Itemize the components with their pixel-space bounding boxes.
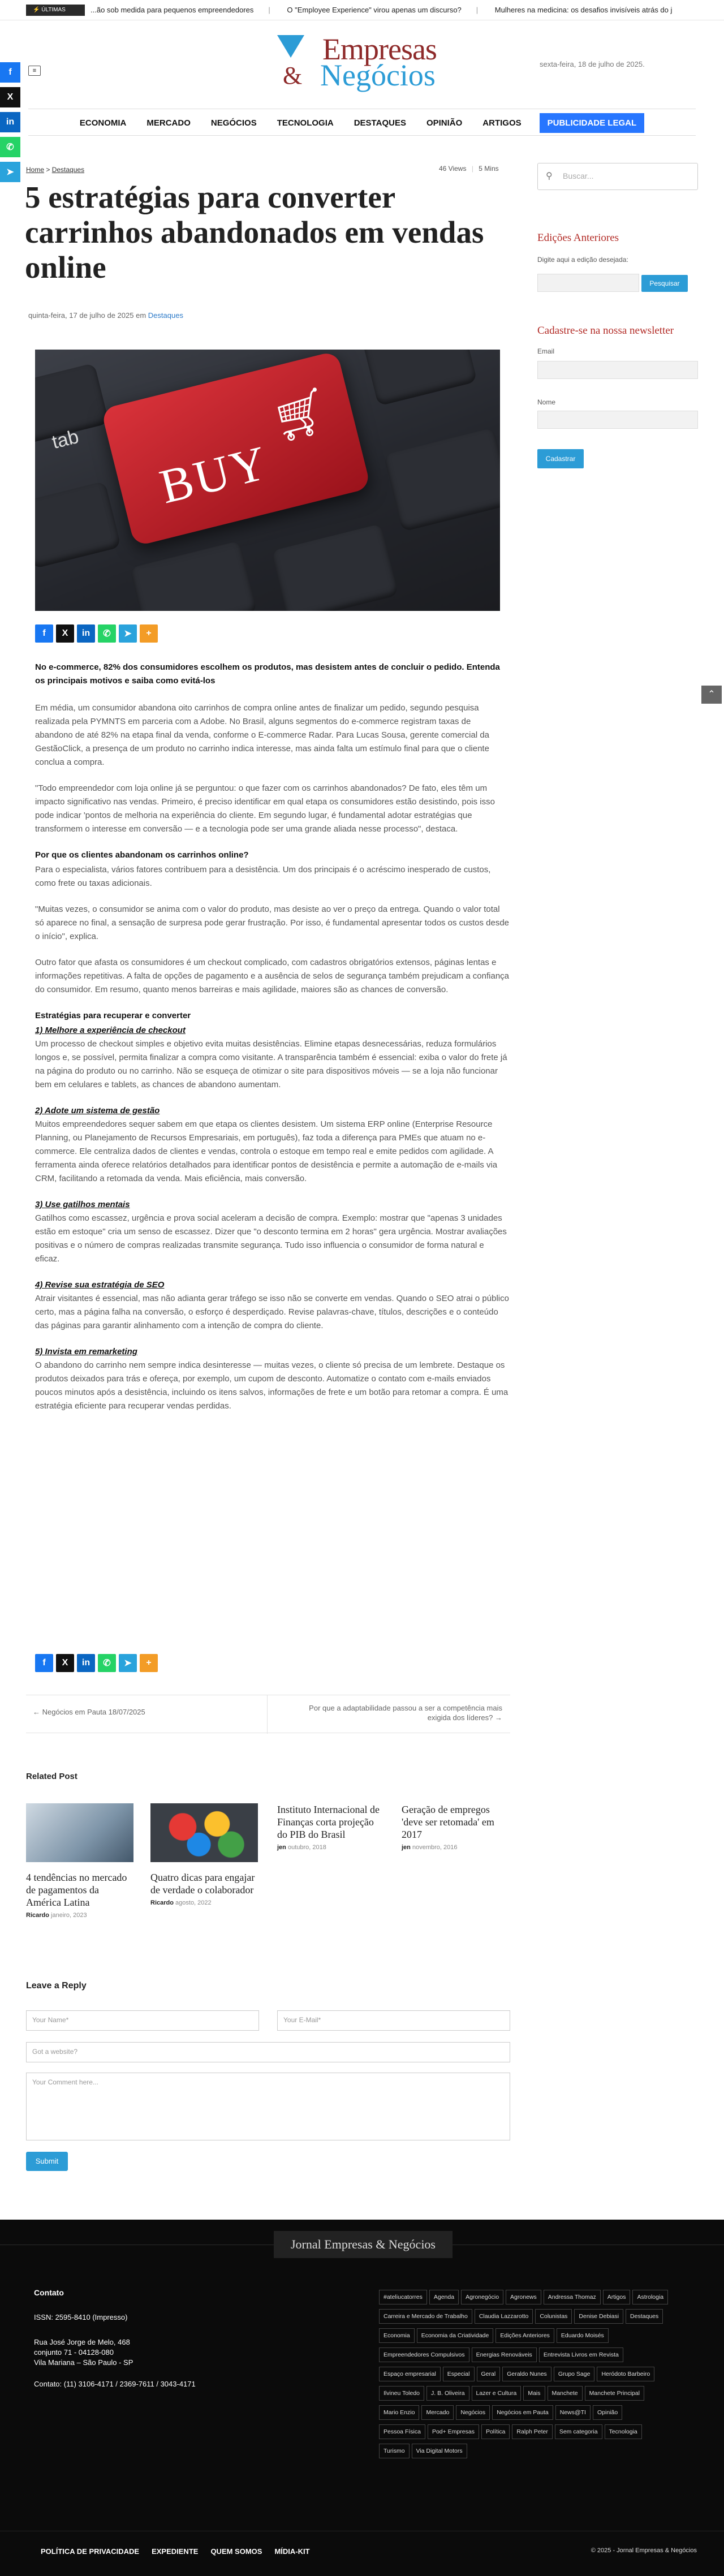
site-logo[interactable] <box>277 31 458 93</box>
paragraph: Muitos empreendedores sequer sabem em que etapa os clientes desistem. Um sistema ERP online (Enterprise Resource Planning, ou Planejamento de Recursos Empresariais, em português), faz toda a diferença para PMEs que atuam no e-commerce. Ele centraliza dados de clientes e vendas, controla o estoque em tempo real e emite pedidos com agilidade. A ferramenta ainda oferece relatórios detalhados para identificar pontos de desistência e permite a automação de e-mails via CRM, facilitando a retomada da venda. Mais eficiência, mais conversão. <box>35 1119 498 1183</box>
footer-contact <box>34 2288 196 2389</box>
ticker-item[interactable]: ...ão sob medida para pequenos empreendedores <box>90 6 254 14</box>
tag-link[interactable]: Opinião <box>593 2405 622 2420</box>
tag-link[interactable]: Pod+ Empresas <box>428 2424 479 2439</box>
strategy-heading: 2) Adote um sistema de gestão <box>35 1106 160 1115</box>
tag-link[interactable]: Mario Enzio <box>379 2405 419 2420</box>
more-share-icon[interactable]: + <box>140 624 158 643</box>
related-post-meta <box>402 1844 509 1851</box>
nav-item-destaques[interactable]: DESTAQUES <box>354 118 406 128</box>
nav-item-negocios[interactable]: NEGÓCIOS <box>210 118 257 128</box>
x-icon[interactable]: X <box>56 624 74 643</box>
related-post-date: outubro, 2018 <box>287 1844 326 1851</box>
strategy-heading: 4) Revise sua estratégia de SEO <box>35 1280 165 1290</box>
logo-text-negocios: Negócios <box>320 58 436 92</box>
tag-link[interactable]: Empreendedores Compulsivos <box>379 2347 469 2362</box>
related-post-title[interactable]: 4 tendências no mercado de pagamentos da América Latina <box>26 1872 127 1908</box>
tag-link[interactable]: Mercado <box>421 2405 454 2420</box>
tag-link[interactable]: Energias Renováveis <box>472 2347 537 2362</box>
related-post-card[interactable] <box>150 1803 258 1906</box>
tag-link[interactable]: Ilvineu Toledo <box>379 2386 424 2401</box>
related-post-title[interactable]: Geração de empregos 'deve ser retomada' em 2017 <box>402 1804 494 1840</box>
x-icon[interactable]: X <box>56 1654 74 1672</box>
tag-link[interactable]: Astrologia <box>632 2290 668 2304</box>
leave-reply-heading: Leave a Reply <box>26 1981 87 1991</box>
related-post-author: jen <box>402 1844 411 1851</box>
tag-link[interactable]: Colunistas <box>535 2309 572 2324</box>
newsletter-heading: Cadastre-se na nossa newsletter <box>537 325 674 337</box>
search-placeholder: Buscar... <box>563 171 594 180</box>
floating-share-bar <box>0 62 23 187</box>
newsletter-name-label: Nome <box>537 398 556 406</box>
tag-link[interactable]: Carreira e Mercado de Trabalho <box>379 2309 472 2324</box>
footer-link-privacy[interactable]: POLÍTICA DE PRIVACIDADE <box>41 2547 140 2556</box>
menu-toggle-icon[interactable]: ≡ <box>28 66 41 76</box>
tag-link[interactable]: Destaques <box>626 2309 663 2324</box>
newsletter-email-input[interactable] <box>537 361 698 379</box>
tag-link[interactable]: Grupo Sage <box>554 2367 595 2381</box>
paragraph: Gatilhos como escassez, urgência e prova social aceleram a decisão de compra. Exemplo: mostrar que "apenas 3 unidades estão em estoque" cria um senso de escassez. Dizer que "o desconto termina em 2 horas" gera urgência. Mostrar avaliações positivas e o número de compras realizadas transmite segurança. Tudo isso influencia o consumidor de forma natural e eficaz. <box>35 1213 507 1264</box>
related-post-title[interactable]: Quatro dicas para engajar de verdade o colaborador <box>150 1872 255 1896</box>
facebook-icon[interactable]: f <box>35 624 53 643</box>
related-post-meta <box>150 1899 258 1906</box>
address-line: conjunto 71 - 04128-080 <box>34 2348 114 2357</box>
tag-link[interactable]: Via Digital Motors <box>412 2444 467 2458</box>
trending-label: ÚLTIMAS <box>41 7 66 13</box>
facebook-icon[interactable]: f <box>35 1654 53 1672</box>
tag-link[interactable]: Agronews <box>506 2290 541 2304</box>
linkedin-icon[interactable]: in <box>77 1654 95 1672</box>
tag-link[interactable]: Especial <box>443 2367 475 2381</box>
search-edition-button[interactable]: Pesquisar <box>641 275 688 292</box>
byline-in: em <box>136 311 146 320</box>
name-input[interactable]: Your Name* <box>26 2010 259 2031</box>
logo-triangle-icon <box>277 35 304 58</box>
related-post-meta <box>277 1844 385 1851</box>
article-byline <box>28 311 183 320</box>
share-buttons-top <box>35 624 161 643</box>
facebook-icon[interactable]: f <box>0 62 20 83</box>
related-posts-heading: Related Post <box>26 1772 77 1781</box>
newsletter-submit-button[interactable]: Cadastrar <box>537 449 584 468</box>
website-input[interactable]: Got a website? <box>26 2042 510 2062</box>
tag-link[interactable]: Negócios <box>456 2405 490 2420</box>
whatsapp-icon[interactable]: ✆ <box>0 137 20 157</box>
section-heading: Por que os clientes abandonam os carrinhos online? <box>35 850 249 860</box>
strategy-heading: 3) Use gatilhos mentais <box>35 1200 130 1209</box>
breadcrumb <box>26 166 84 174</box>
nav-publicidade-legal-button[interactable]: PUBLICIDADE LEGAL <box>540 113 645 133</box>
nav-item-mercado[interactable]: MERCADO <box>146 118 191 128</box>
share-buttons-bottom <box>35 1654 161 1672</box>
ticker-separator: | <box>476 6 479 14</box>
newsletter-name-input[interactable] <box>537 411 698 429</box>
related-post-date: agosto, 2022 <box>175 1899 212 1906</box>
search-input[interactable] <box>537 163 698 190</box>
article-title: 5 estratégias para converter carrinhos abandonados em vendas online <box>25 180 484 285</box>
ticker-separator: | <box>268 6 270 14</box>
address-line: Rua José Jorge de Melo, 468 <box>34 2338 130 2346</box>
tag-link[interactable]: Agronegócio <box>461 2290 503 2304</box>
ticker-item[interactable]: Mulheres na medicina: os desafios invisíveis atrás do j <box>494 6 673 14</box>
tag-link[interactable]: Espaço empresarial <box>379 2367 441 2381</box>
tag-link[interactable]: Entrevista Livros em Revista <box>539 2347 623 2362</box>
keyboard-key <box>130 541 257 611</box>
contact-heading: Contato <box>34 2288 64 2297</box>
back-to-top-icon[interactable]: ⌃ <box>701 686 722 704</box>
tag-link[interactable]: Mais <box>523 2386 545 2401</box>
nav-item-artigos[interactable]: ARTIGOS <box>482 118 522 128</box>
footer-link-quem-somos[interactable]: QUEM SOMOS <box>210 2547 262 2556</box>
related-post-card[interactable] <box>26 1803 133 1919</box>
tag-link[interactable]: Economia da Criatividade <box>417 2328 494 2343</box>
tag-link[interactable]: Tecnologia <box>605 2424 642 2439</box>
comment-textarea[interactable]: Your Comment here... <box>26 2073 510 2140</box>
section-heading: Estratégias para recuperar e converter <box>35 1011 191 1020</box>
post-nav-divider <box>267 1695 268 1734</box>
address-line: Vila Mariana – São Paulo - SP <box>34 2358 133 2367</box>
paragraph: "Todo empreendedor com loja online já se perguntou: o que fazer com os carrinhos abandonados? De fato, eles têm um impacto significativo nas vendas. Primeiro, é preciso identificar em qual etapa os consumidores estão desistindo, pois isso pode indicar 'pontos de melhoria na experiência do cliente. Em segundo lugar, é fundamental adotar estratégias que transformem o interesse em conversão — e a tecnologia pode ser uma grande aliada nesse processo", destaca. <box>35 783 495 834</box>
header-date: sexta-feira, 18 de julho de 2025. <box>540 60 645 68</box>
views-count: 46 Views <box>439 165 467 173</box>
breadcrumb-home[interactable]: Home <box>26 166 45 174</box>
tag-link[interactable]: Lazer e Cultura <box>472 2386 522 2401</box>
footer-link-expediente[interactable]: EXPEDIENTE <box>152 2547 199 2556</box>
read-time: 5 Mins <box>479 165 499 173</box>
tag-link[interactable]: Geral <box>477 2367 501 2381</box>
trending-badge: ⚡ ÚLTIMAS <box>26 5 85 16</box>
tag-link[interactable]: Sem categoria <box>555 2424 602 2439</box>
nav-item-economia[interactable]: ECONOMIA <box>79 118 127 128</box>
whatsapp-icon[interactable]: ✆ <box>98 624 116 643</box>
post-stats <box>439 165 499 173</box>
tag-link[interactable]: Andressa Thomaz <box>544 2290 601 2304</box>
top-bar <box>0 0 724 20</box>
article-lead: No e-commerce, 82% dos consumidores escolhem os produtos, mas desistem antes de concluir o pedido. Entenda os principais motivos e saiba como evitá-los <box>35 662 500 686</box>
breadcrumb-separator: > <box>44 166 52 174</box>
shopping-cart-icon: 🛒︎ <box>266 383 335 446</box>
strategy-heading: 1) Melhore a experiência de checkout <box>35 1026 186 1035</box>
footer-bottom-bar <box>0 2531 724 2576</box>
stats-separator: | <box>471 165 473 173</box>
tag-link[interactable]: Claudia Lazzarotto <box>475 2309 533 2324</box>
email-input[interactable]: Your E-Mail* <box>277 2010 510 2031</box>
keyboard-key <box>35 481 121 568</box>
tag-link[interactable]: Manchete <box>548 2386 583 2401</box>
editions-heading: Edições Anteriores <box>537 232 619 244</box>
tag-link[interactable]: Eduardo Moisés <box>557 2328 609 2343</box>
tag-link[interactable]: Denise Debiasi <box>574 2309 623 2324</box>
phone-numbers: Contato: (11) 3106-4171 / 2369-7611 / 3043-4171 <box>34 2380 196 2388</box>
related-post-date: janeiro, 2023 <box>51 1912 87 1919</box>
tag-link[interactable]: Manchete Principal <box>585 2386 644 2401</box>
article-featured-image <box>35 350 500 611</box>
tag-cloud <box>379 2290 673 2463</box>
whatsapp-icon[interactable]: ✆ <box>98 1654 116 1672</box>
post-navigation <box>26 1695 510 1733</box>
search-icon: ⚲ <box>546 171 553 181</box>
footer <box>0 2220 724 2576</box>
footer-link-midia-kit[interactable]: MÍDIA-KIT <box>274 2547 310 2556</box>
keyboard-key <box>362 350 477 406</box>
editions-label: Digite aqui a edição desejada: <box>537 256 628 264</box>
issn: ISSN: 2595-8410 (Impresso) <box>34 2313 128 2321</box>
related-post-meta <box>26 1912 133 1919</box>
paragraph: Um processo de checkout simples e objetivo evita muitas desistências. Elimine etapas desnecessárias, reduza formulários longos e, se possível, permita finalizar a compra como visitante. A transparência também é essencial: exiba o valor do frete já na página do produto ou no carrinho. Não se esqueça de otimizar o site para dispositivos móveis — se a loja não funcionar bem em celulares e tablets, as chances de abandono aumentam. <box>35 1039 507 1089</box>
tag-link[interactable]: Edições Anteriores <box>495 2328 554 2343</box>
edition-input[interactable] <box>537 274 639 292</box>
related-post-date: novembro, 2016 <box>412 1844 458 1851</box>
telegram-icon[interactable]: ➤ <box>119 624 137 643</box>
tag-link[interactable]: Heródoto Barbeiro <box>597 2367 654 2381</box>
related-post-author: Ricardo <box>150 1899 174 1906</box>
tag-link[interactable]: Artigos <box>603 2290 631 2304</box>
article-category-link[interactable]: Destaques <box>148 311 183 320</box>
related-post-card[interactable] <box>277 1803 385 1851</box>
tag-link[interactable]: Turismo <box>379 2444 410 2458</box>
nav-item-opiniao[interactable]: OPINIÃO <box>426 118 463 128</box>
telegram-icon[interactable]: ➤ <box>0 162 20 182</box>
paragraph: Em média, um consumidor abandona oito carrinhos de compra online antes de finalizar um pedido, segundo pesquisa realizada pela PYMNTS em parceria com a Adobe. No Brasil, alguns segmentos do e-commerce registram taxas de abandono de até 82% na etapa final da venda, conforme o E-commerce Radar. Para Lucas Sousa, gerente comercial da GestãoClick, a presença de um produto no carrinho indica interesse, mas ainda falta um estímulo final para que o cliente conclua a compra. <box>35 703 489 767</box>
related-post-thumbnail[interactable] <box>150 1803 258 1862</box>
paragraph: O abandono do carrinho nem sempre indica desinteresse — muitas vezes, o cliente só precisa de um lembrete. Destaque os produtos deixados para trás e ofereça, por exemplo, um cupom de desconto. Automatize o contato com e-mails enviados poucos minutos após a desistência, incluindo os itens salvos, informações de frete e um botão para retomar a compra. É uma estratégia eficiente para recuperar vendas perdidas. <box>35 1360 508 1411</box>
main-nav <box>28 109 696 136</box>
logo-text-empresas: Empresas <box>322 32 437 66</box>
newsletter-email-label: Email <box>537 347 555 355</box>
breadcrumb-section[interactable]: Destaques <box>51 166 85 174</box>
buy-key-label: BUY <box>154 434 274 514</box>
more-share-icon[interactable]: + <box>140 1654 158 1672</box>
linkedin-icon[interactable]: in <box>0 112 20 132</box>
telegram-icon[interactable]: ➤ <box>119 1654 137 1672</box>
related-post-thumbnail[interactable] <box>26 1803 133 1862</box>
related-post-title[interactable]: Instituto Internacional de Finanças corta projeção do PIB do Brasil <box>277 1804 380 1840</box>
footer-title: Jornal Empresas & Negócios <box>274 2231 453 2258</box>
submit-comment-button[interactable]: Submit <box>26 2152 68 2171</box>
related-post-author: Ricardo <box>26 1912 49 1919</box>
article-body <box>35 661 510 1425</box>
tag-link[interactable]: Economia <box>379 2328 415 2343</box>
article-date: quinta-feira, 17 de julho de 2025 <box>28 311 134 320</box>
keyboard-key <box>383 428 500 532</box>
paragraph: Para o especialista, vários fatores contribuem para a desistência. Um dos principais é o acréscimo inesperado de custos, como frete ou taxas adicionais. <box>35 865 491 888</box>
tag-link[interactable]: News@TI <box>555 2405 591 2420</box>
tag-link[interactable]: Ralph Peter <box>512 2424 552 2439</box>
buy-key <box>101 351 371 547</box>
next-post-link[interactable]: Por que a adaptabilidade passou a ser a competência mais exigida dos líderes? → <box>309 1704 502 1722</box>
tag-link[interactable]: #ateliucatorres <box>379 2290 427 2304</box>
tag-link[interactable]: J. B. Oliveira <box>426 2386 469 2401</box>
previous-post-link[interactable]: ← Negócios em Pauta 18/07/2025 <box>33 1708 145 1716</box>
related-post-card[interactable] <box>402 1803 509 1851</box>
paragraph: Outro fator que afasta os consumidores é um checkout complicado, com cadastros obrigatórios extensos, páginas lentas e informações repetitivas. A falta de opções de pagamento e a ausência de selos de segurança também prejudicam a confiança do consumidor. Em resumo, quanto menos barreiras e mais agilidade, maiores são as chances de conversão. <box>35 958 510 994</box>
tag-link[interactable]: Agenda <box>429 2290 459 2304</box>
linkedin-icon[interactable]: in <box>77 624 95 643</box>
paragraph: "Muitas vezes, o consumidor se anima com o valor do produto, mas desiste ao ver o preço da entrega. Quando o valor total só aparece no final, a sensação de surpresa pode gerar frustração. Por isso, é fundamental apresentar todos os custos desde o início", explica. <box>35 904 510 941</box>
paragraph: Atrair visitantes é essencial, mas não adianta gerar tráfego se isso não se converte em vendas. Quando o SEO atrai o público certo, mas a página falha na conversão, o esforço é desperdiçado. Revise palavras-chave, títulos, descrições e o conteúdo das páginas para garantir alinhamento com a intenção de compra do cliente. <box>35 1294 509 1330</box>
x-icon[interactable]: X <box>0 87 20 107</box>
tag-link[interactable]: Geraldo Nunes <box>502 2367 551 2381</box>
keyboard-key <box>271 524 399 611</box>
nav-item-tecnologia[interactable]: TECNOLOGIA <box>277 118 334 128</box>
strategy-heading: 5) Invista em remarketing <box>35 1347 137 1356</box>
tag-link[interactable]: Negócios em Pauta <box>492 2405 553 2420</box>
tag-link[interactable]: Política <box>481 2424 510 2439</box>
news-ticker <box>90 6 724 14</box>
tag-link[interactable]: Pessoa Física <box>379 2424 425 2439</box>
ticker-item[interactable]: O "Employee Experience" virou apenas um discurso? <box>287 6 462 14</box>
tab-key-label: tab <box>49 425 81 454</box>
logo-ampersand: & <box>283 62 303 89</box>
related-post-author: jen <box>277 1844 286 1851</box>
copyright: © 2025 - Jornal Empresas & Negócios <box>591 2547 697 2554</box>
